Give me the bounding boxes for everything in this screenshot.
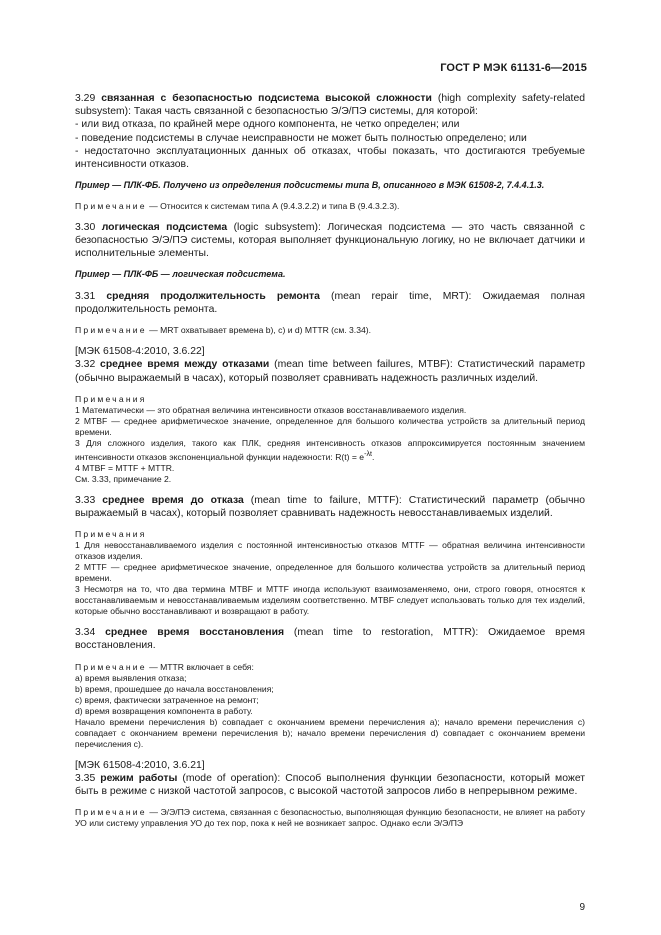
definition-text: Логическая подсистема — это часть связанной с безопасностью Э/Э/ПЭ системы, которая выполняет функциональную логику, но не включает датчики и исполнительные элементы. bbox=[75, 221, 586, 260]
term: среднее время между отказами bbox=[100, 359, 270, 371]
document-body bbox=[75, 92, 585, 829]
note: Примечание — MRT охватывает времена b), c) и d) MTTR (см. 3.34). bbox=[75, 325, 372, 336]
list-item: c) время, фактически затраченное на ремонт; bbox=[75, 694, 259, 705]
note: Примечание — Э/Э/ПЭ система, связанная с безопасностью, выполняющая функцию безопасности, не влияет на работу УО или систему управления УО до тех пор, пока к ней не возникает запрос. Однако если Э/Э/ПЭ bbox=[75, 807, 585, 829]
definition-text: Способ выполнения функции безопасности, который может быть в режиме с низкой частотой запросов, с высокой частотой запросов либо в непрерывном режиме. bbox=[75, 772, 586, 797]
page-number: 9 bbox=[579, 902, 585, 913]
list-item: a) время выявления отказа; bbox=[75, 672, 187, 683]
definition-3-29 bbox=[75, 92, 585, 118]
reference: [МЭК 61508-4:2010, 3.6.21] bbox=[75, 759, 205, 771]
clause-number: 3.31 bbox=[75, 290, 96, 302]
reference: [МЭК 61508-4:2010, 3.6.22] bbox=[75, 346, 205, 358]
list-item: - недостаточно эксплуатационных данных об отказах, чтобы показать, что достигаются требуемые интенсивности отказов. bbox=[75, 145, 585, 171]
exponent: -λt bbox=[364, 449, 373, 458]
note-item: 1 Математически — это обратная величина интенсивности отказов восстанавливаемого изделия. bbox=[75, 404, 467, 415]
term-english: (mean repair time, MRT): bbox=[330, 290, 472, 302]
note-item: См. 3.33, примечание 2. bbox=[75, 473, 172, 484]
definition-text: Статистический параметр (обычно выражаемый в часах), который позволяет сравнивать надежность невосстанавливаемых изделий. bbox=[75, 494, 586, 519]
definition-3-33 bbox=[75, 494, 585, 520]
example: Пример — ПЛК-ФБ — логическая подсистема. bbox=[75, 269, 286, 280]
term: режим работы bbox=[100, 772, 178, 784]
term-english: (mean time to restoration, MTTR): bbox=[293, 627, 479, 639]
definition-3-35 bbox=[75, 772, 585, 798]
note-item: 2 MTTF — среднее арифметическое значение, определенное для большого количества устройств за длительный период времени. bbox=[75, 562, 585, 584]
definition-text: Ожидаемое время восстановления. bbox=[75, 627, 586, 652]
definition-text: Такая часть связанной с безопасностью Э/Э/ПЭ системы, для которой: bbox=[133, 106, 478, 118]
note-continuation: Начало времени перечисления b) совпадает с окончанием времени перечисления a); начало времени перечисления c) совпадает с окончанием времени перечисления b); начало времени перечисления d) совпадает с окончанием времени перечисления c). bbox=[75, 716, 585, 749]
note: Примечание — MTTR включает в себя: bbox=[75, 661, 254, 672]
clause-number: 3.35 bbox=[75, 772, 96, 784]
definition-3-34 bbox=[75, 626, 585, 652]
note-item: 2 MTBF — среднее арифметическое значение, определенное для большого количества устройств за длительный период времени. bbox=[75, 415, 585, 437]
clause-number: 3.30 bbox=[75, 221, 96, 233]
term: средняя продолжительность ремонта bbox=[106, 290, 320, 302]
example: Пример — ПЛК-ФБ. Получено из определения подсистемы типа В, описанного в МЭК 61508-2, 7.4.4.1.3. bbox=[75, 180, 545, 191]
clause-number: 3.29 bbox=[75, 93, 96, 104]
note: Примечание — Относится к системам типа А (9.4.3.2.2) и типа В (9.4.3.2.3). bbox=[75, 200, 400, 211]
note-item: 4 MTBF = MTTF + MTTR. bbox=[75, 462, 175, 473]
note-item: 3 Несмотря на то, что два термина MTBF и MTTF иногда используют взаимозаменяемо, они, строго говоря, относятся к восстанавливаемым и невосстанавливаемым изделиям соответственно. MTBF следует использовать только для тех изделий, которые обычно восстанавливают и возвращают в работу. bbox=[75, 584, 585, 617]
term: связанная с безопасностью подсистема высокой сложности bbox=[101, 93, 432, 104]
term: среднее время восстановления bbox=[105, 627, 285, 639]
term-english: (high complexity safety-related subsystem): bbox=[75, 93, 585, 118]
definition-3-31 bbox=[75, 290, 585, 316]
note-item: 3 Для сложного изделия, такого как ПЛК, средняя интенсивность отказов аппроксимируется постоянным значением интенсивности отказов экспоненциальной функции надежности: $R(t) = e^{-\lambda t}$. bbox=[75, 437, 585, 462]
clause-number: 3.33 bbox=[75, 494, 96, 506]
term-english: (logic subsystem): bbox=[233, 221, 321, 233]
notes-heading: Примечания bbox=[75, 393, 147, 404]
clause-number: 3.34 bbox=[75, 627, 96, 639]
notes-heading: Примечания bbox=[75, 529, 147, 540]
list-item: d) время возвращения компонента в работу. bbox=[75, 705, 253, 716]
term: логическая подсистема bbox=[101, 221, 228, 233]
term-english: (mean time between failures, MTBF): bbox=[274, 359, 453, 371]
definition-text: Ожидаемая полная продолжительность ремонта. bbox=[75, 290, 586, 316]
list-item: - или вид отказа, по крайней мере одного компонента, не четко определен; или bbox=[75, 119, 460, 131]
term-english: (mean time to failure, MTTF): bbox=[250, 494, 402, 506]
list-item: - поведение подсистемы в случае неисправности не может быть полностью определено; или bbox=[75, 132, 527, 144]
definition-3-30 bbox=[75, 221, 585, 261]
definition-text: Статистический параметр (обычно выражаемый в часах), который позволяет сравнивать надежность различных изделий. bbox=[75, 359, 585, 384]
clause-number: 3.32 bbox=[75, 359, 96, 371]
note-item: 1 Для невосстанавливаемого изделия с постоянной интенсивностью отказов MTTF — обратная величина интенсивности отказов изделия. bbox=[75, 540, 585, 562]
term: среднее время до отказа bbox=[102, 494, 244, 506]
list-item: b) время, прошедшее до начала восстановления; bbox=[75, 683, 274, 694]
term-english: (mode of operation): bbox=[182, 772, 281, 784]
document-header: ГОСТ Р МЭК 61131-6—2015 bbox=[440, 62, 587, 74]
definition-3-32 bbox=[75, 358, 585, 384]
